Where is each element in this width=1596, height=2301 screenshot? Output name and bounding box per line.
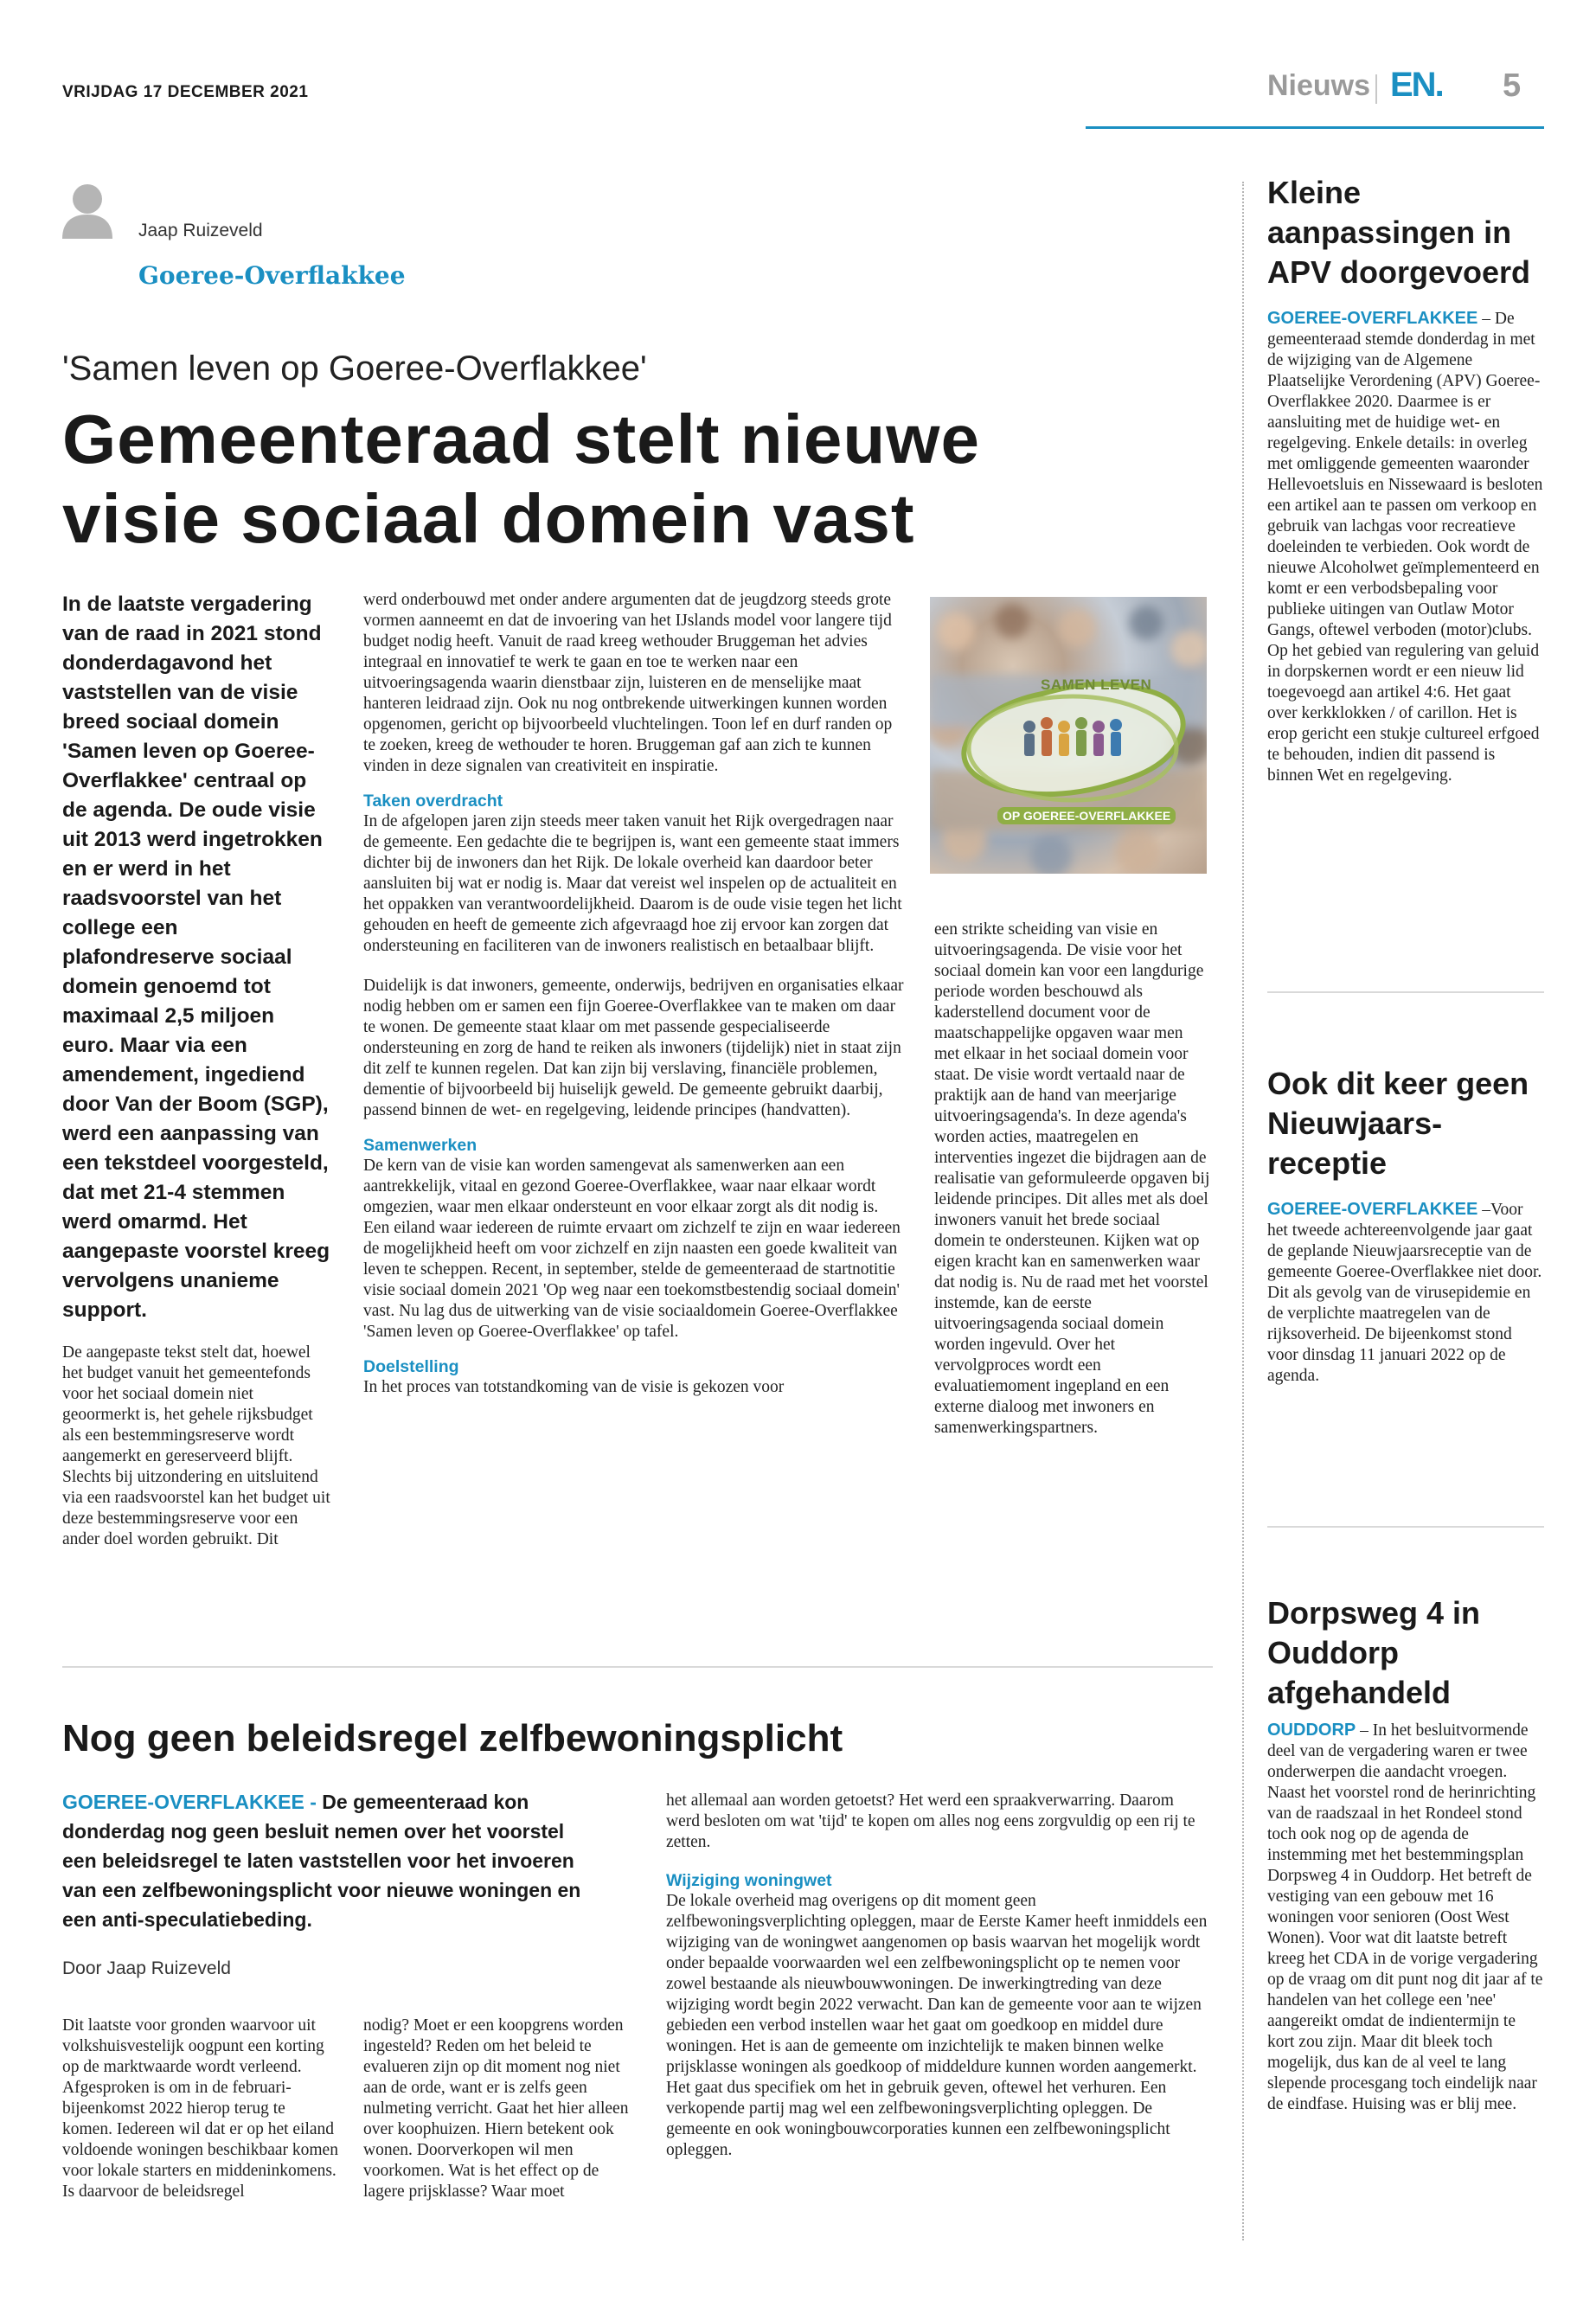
sidebar-item-dorpsweg bbox=[1267, 1593, 1544, 2115]
article-lead: In de laatste vergadering van de raad in 2021 stond donderdagavond het vaststellen van de visie breed sociaal domein 'Samen leven op Goeree-Overflakkee' centraal op de agenda. De oude visie uit 2013 werd ingetrokken en er werd in het raadsvoorstel van het college een plafondreserve sociaal domein genoemd tot maximaal 2,5 miljoen euro. Maar via een amendement, ingediend door Van der Boom (SGP), werd een aanpassing van een tekstdeel voorgesteld, dat met 21-4 stemmen werd omarmd. Het aangepaste voorstel kreeg vervolgens unanieme support. bbox=[62, 593, 330, 1322]
section-label: Nieuws bbox=[1267, 69, 1371, 102]
article-kicker: 'Samen leven op Goeree-Overflakkee' bbox=[62, 349, 647, 388]
second-col-2: nodig? Moet er een koopgrens worden ingesteld? Reden om het beleid te evalueren zijn op dit moment nog niet aan de orde, want er is zelfs geen nulmeting verricht. Gaat het hier alleen over koophuizen. Hiern betekent ook wonen. Doorverkopen wil men voorkomen. Wat is het effect op de lagere prijsklasse? Waar moet bbox=[363, 2016, 629, 2201]
sidebar-separator-2 bbox=[1267, 1526, 1544, 1528]
second-col-3 bbox=[666, 1791, 1211, 2161]
col2-p5: In het proces van totstandkoming van de visie is gekozen voor bbox=[363, 1378, 785, 1396]
sidebar-body-nieuwjaar bbox=[1267, 1199, 1544, 1387]
sidebar-text-dorpsweg: In het besluitvormende deel van de vergadering waren er twee onderwerpen die aandacht vroegen. Naast het voorstel rond de herinrichting van de raadszaal in het Rondeel stond toch ook nog op de agenda de instemming met het bestemmingsplan Dorpsweg 4 in Ouddorp. Het betreft de vestiging van een gebouw met 16 woningen voor senioren (Oost West Wonen). Voor wat dit laatste betreft kreeg het CDA in de vorige vergadering op de vraag om dit punt nog dit jaar af te handelen van het college een 'nee' aangereikt omdat de indientermijn te kort zou zijn. Maar dit bleek toch mogelijk, dus kan de al veel te lang slepende procesgang toch eindelijk naar de eindfase. Huising was er blij mee. bbox=[1267, 1721, 1543, 2113]
second-lead-text: De gemeenteraad kon donderdag nog geen besluit nemen over het voorstel een beleidsregel te laten vaststellen voor het invoeren van een zelfbewoningsplicht voor nieuwe woningen en een anti-speculatiebeding. bbox=[62, 1791, 581, 1931]
second-col-1: Dit laatste voor gronden waarvoor uit volkshuisvestelijk oogpunt een korting op de marktwaarde wordt verleend. Afgesproken is om in de februari-bijeenkomst 2022 hierop terug te komen. Iedereen wil dat er op het eiland voldoende woningen beschikbaar komen voor lokale starters en middeninkomens. Is daarvoor de beleidsregel bbox=[62, 2016, 338, 2201]
sidebar-separator-1 bbox=[1267, 991, 1544, 993]
sidebar-text-apv: De gemeenteraad stemde donderdag in met de wijziging van de Algemene Plaatselijke Verordening (APV) Goeree-Overflakkee 2020. Daarmee is er aansluiting met de huidige wet- en regelgeving. Enkele details: in overleg met omliggende gemeenten waaronder Hellevoetsluis en Nissewaard is besloten een artikel aan te passen om verkoop en gebruik van lachgas voor recreatieve doeleinden te verbieden. Ook wordt de nieuwe Alcoholwet geïmplementeerd en komt er een verbodsbepaling voor publieke uitingen van Outlaw Motor Gangs, oftewel verboden (motor)clubs. Op het gebied van regulering van geluid in dorpskernen wordt er een nieuw lid toegevoegd aan artikel 4:6. Het gaat over kerkklokken / of carillon. Het is erop gericht een stukje cultureel erfgoed te behouden, indien dit passend is binnen Wet en regelgeving. bbox=[1267, 310, 1543, 785]
region-label: Goeree-Overflakkee bbox=[138, 261, 406, 290]
subhead-woningwet: Wijziging woningwet bbox=[666, 1871, 832, 1890]
crowd-logo-graphic bbox=[930, 597, 1207, 874]
sidebar-body-apv bbox=[1267, 308, 1544, 786]
sidebar-body-dorpsweg bbox=[1267, 1720, 1544, 2115]
page-number: 5 bbox=[1503, 67, 1522, 104]
sidebar-place-dorpsweg: OUDDORP bbox=[1267, 1721, 1356, 1740]
issue-date: VRIJDAG 17 DECEMBER 2021 bbox=[62, 83, 309, 101]
headline-line-2: visie sociaal domein vast bbox=[62, 480, 915, 557]
sidebar-sep-dorpsweg: – bbox=[1356, 1721, 1373, 1740]
sidebar-sep-apv: – bbox=[1477, 310, 1495, 328]
header-bar bbox=[1086, 67, 1544, 130]
sidebar-item-nieuwjaar bbox=[1267, 1064, 1544, 1387]
article-separator bbox=[62, 1666, 1213, 1668]
sidebar-text-nieuwjaar: Voor het tweede achtereenvolgende jaar gaat de geplande Nieuwjaarsreceptie van de gemeente Goeree-Overflakkee niet door. Dit als gevolg van de virusepidemie en de verplichte maatregelen van de rijksoverheid. De bijeenkomst stond voor dinsdag 11 januari 2022 op de agenda. bbox=[1267, 1201, 1542, 1385]
samen-leven-image bbox=[930, 597, 1207, 874]
sidebar-sep-nieuwjaar: – bbox=[1477, 1201, 1490, 1219]
subhead-doelstelling: Doelstelling bbox=[363, 1357, 459, 1376]
second-article-lead bbox=[62, 1787, 599, 1934]
second-article-byline: Door Jaap Ruizeveld bbox=[62, 1958, 231, 1978]
second-col3-p2: De lokale overheid mag overigens op dit moment geen zelfbewoningsverplichting opleggen, maar de Eerste Kamer heeft inmiddels een wijziging van de woningwet aangenomen op basis waarvan het mogelijk wordt onder bepaalde voorwaarden wel een zelfbewoningsplicht op te nemen voor zowel bestaande als nieuwbouwwoningen. De inwerkingtreding van deze wijziging wordt begin 2022 verwacht. Dan kan de gemeente voor aan te wijzen gebieden een verbod instellen waar het gaat om goedkoop en middel dure woningen. Het is aan de gemeente om inzichtelijk te maken binnen welke prijsklasse woningen als goedkoop of middeldure kunnen worden aangemerkt. Het gaat dus specifiek om het in gebruik geven, oftewel het verhuren. Een verkopende partij mag wel een zelfbewoningsverplichting opleggen. De gemeente en ook woningbouwcorporaties kunnen een zelfbewoningsplicht opleggen. bbox=[666, 1892, 1208, 2159]
second-lead-place: GOEREE-OVERFLAKKEE - bbox=[62, 1791, 317, 1813]
header-divider bbox=[1375, 74, 1377, 104]
sidebar-title-apv: Kleine aanpassingen in APV doorgevoerd bbox=[1267, 175, 1531, 290]
main-col-1 bbox=[62, 590, 330, 1550]
newspaper-logo: EN. bbox=[1390, 66, 1443, 104]
author-avatar-icon bbox=[62, 182, 112, 239]
col3-body: een strikte scheiding van visie en uitvoeringsagenda. De visie voor het sociaal domein kan voor een langdurige periode worden beschouwd als kaderstellend document voor de maatschappelijke opgaven waar men met elkaar in het sociaal domein voor staat. De visie wordt vertaald naar de praktijk aan de hand van meerjarige uitvoeringsagenda's. In deze agenda's worden acties, maatregelen en interventies ingezet die bijdragen aan de realisatie van geformuleerde opgaven bij leidende principes. Dit alles met als doel inwoners vanuit het brede sociaal domein te ondersteunen. Kijken wat op eigen kracht kan en samenwerken waar dat nodig is. Nu de raad met het voorstel instemde, kan de eerste uitvoeringsagenda sociaal domein worden ingevuld. Over het vervolgproces wordt een evaluatiemoment ingepland en een externe dialoog met inwoners en samenwerkingspartners. bbox=[934, 920, 1210, 1437]
main-col-2 bbox=[363, 590, 908, 1398]
sidebar-title-dorpsweg: Dorpsweg 4 in Ouddorp afgehandeld bbox=[1267, 1595, 1481, 1710]
article-headline bbox=[62, 400, 1221, 559]
col2-p1: werd onderbouwd met onder andere argumenten dat de jeugdzorg steeds grote vormen aanneemt en dat de invoering van het IJslands model voor langere tijd budget nodig heeft. Vanuit de raad kreeg wethouder Bruggeman het advies integraal en innovatief te werk te gaan en toe te werken naar een uitvoeringsagenda waarin dienstbaar zijn, luisteren en de menselijke maat hanteren leidraad zijn. Ook nu nog ontbrekende uitwerkingen kunnen worden opgenomen, gericht op bijvoorbeeld vluchtelingen. Toon lef en durf randen op te zoeken, kreeg de wethouder te horen. Bruggeman gaf aan zich te kunnen vinden in deze signalen van creativiteit en inspiratie. bbox=[363, 591, 893, 775]
subhead-samenwerken: Samenwerken bbox=[363, 1136, 478, 1155]
logo-text-top: SAMEN LEVEN bbox=[1041, 676, 1152, 693]
second-col3-p1: het allemaal aan worden getoetst? Het werd een spraakverwarring. Daarom werd besloten om wat 'tijd' te kopen om alles nog eens zorgvuldig op een rij te zetten. bbox=[666, 1791, 1195, 1851]
col2-p2: In de afgelopen jaren zijn steeds meer taken vanuit het Rijk overgedragen naar de gemeente. Een gedachte die te begrijpen is, want een gemeente staat immers dichter bij de inwoners dan het Rijk. De lokale overheid kan daardoor beter aansluiten bij wat er nodig is. Maar dat vereist wel inspelen op de actualiteit en het oppakken van verantwoordelijkheid. Daarom is de oude visie tegen het licht gehouden en heeft de gemeente zich afgevraagd hoe zij ervoor kan zorgen dat ondersteuning en faciliteren van de inwoners realistisch en betaalbaar blijft. bbox=[363, 812, 902, 955]
sidebar-title-nieuwjaar: Ook dit keer geen Nieuwjaars-receptie bbox=[1267, 1066, 1529, 1181]
main-col-3 bbox=[934, 920, 1211, 1439]
author-name: Jaap Ruizeveld bbox=[138, 221, 263, 240]
second-article-title: Nog geen beleidsregel zelfbewoningsplicht bbox=[62, 1717, 843, 1759]
subhead-taken: Taken overdracht bbox=[363, 792, 503, 811]
sidebar-place-apv: GOEREE-OVERFLAKKEE bbox=[1267, 309, 1478, 328]
col2-p3: Duidelijk is dat inwoners, gemeente, onderwijs, bedrijven en organisaties elkaar nodig hebben om er samen een fijn Goeree-Overflakkee van te maken om daar te wonen. De gemeente staat klaar om met passende gespecialiseerde ondersteuning en zorg de hand te reiken als inwoners (tijdelijk) niet in staat zijn dit zelf te kunnen regelen. Dat kan zijn bij verslaving, financiële problemen, dementie of bijvoorbeeld bij huiselijk geweld. De gemeente gebruikt daarbij, passend binnen de wet- en regelgeving, leidende principes (handvatten). bbox=[363, 977, 904, 1119]
sidebar-divider bbox=[1242, 182, 1244, 2240]
header-rule bbox=[1086, 126, 1544, 129]
headline-line-1: Gemeenteraad stelt nieuwe bbox=[62, 401, 980, 478]
logo-text-bottom: OP GOEREE-OVERFLAKKEE bbox=[997, 807, 1176, 824]
col2-p4: De kern van de visie kan worden samengevat als samenwerken aan een aantrekkelijk, vitaal en gezond Goeree-Overflakkee, waar naar elkaar wordt omgezien, waar men elkaar ondersteunt en voor elkaar zorgt als dit nodig is. Een eiland waar iedereen de ruimte ervaart om zichzelf te zijn en waar iedereen de mogelijkheid heeft om voor zichzelf en zijn naasten een goede kwaliteit van leven te scheppen. Recent, in september, stelde de gemeenteraad de startnotitie visie sociaal domein 2021 'Op weg naar een toekomstbestendig sociaal domein' vast. Nu lag dus de uitwerking van de visie sociaaldomein Goeree-Overflakkee 'Samen leven op Goeree-Overflakkee' op tafel. bbox=[363, 1157, 901, 1341]
sidebar-item-apv bbox=[1267, 173, 1544, 786]
col1-body: De aangepaste tekst stelt dat, hoewel het budget vanuit het gemeentefonds voor het sociaal domein niet geoormerkt is, het gehele rijksbudget als een bestemmingsreserve wordt aangemerkt en gereserveerd blijft. Slechts bij uitzondering en uitsluitend via een raadsvoorstel kan het budget uit deze bestemmingsreserve voor een ander doel worden gebruikt. Dit bbox=[62, 1343, 330, 1548]
sidebar-place-nieuwjaar: GOEREE-OVERFLAKKEE bbox=[1267, 1200, 1478, 1219]
